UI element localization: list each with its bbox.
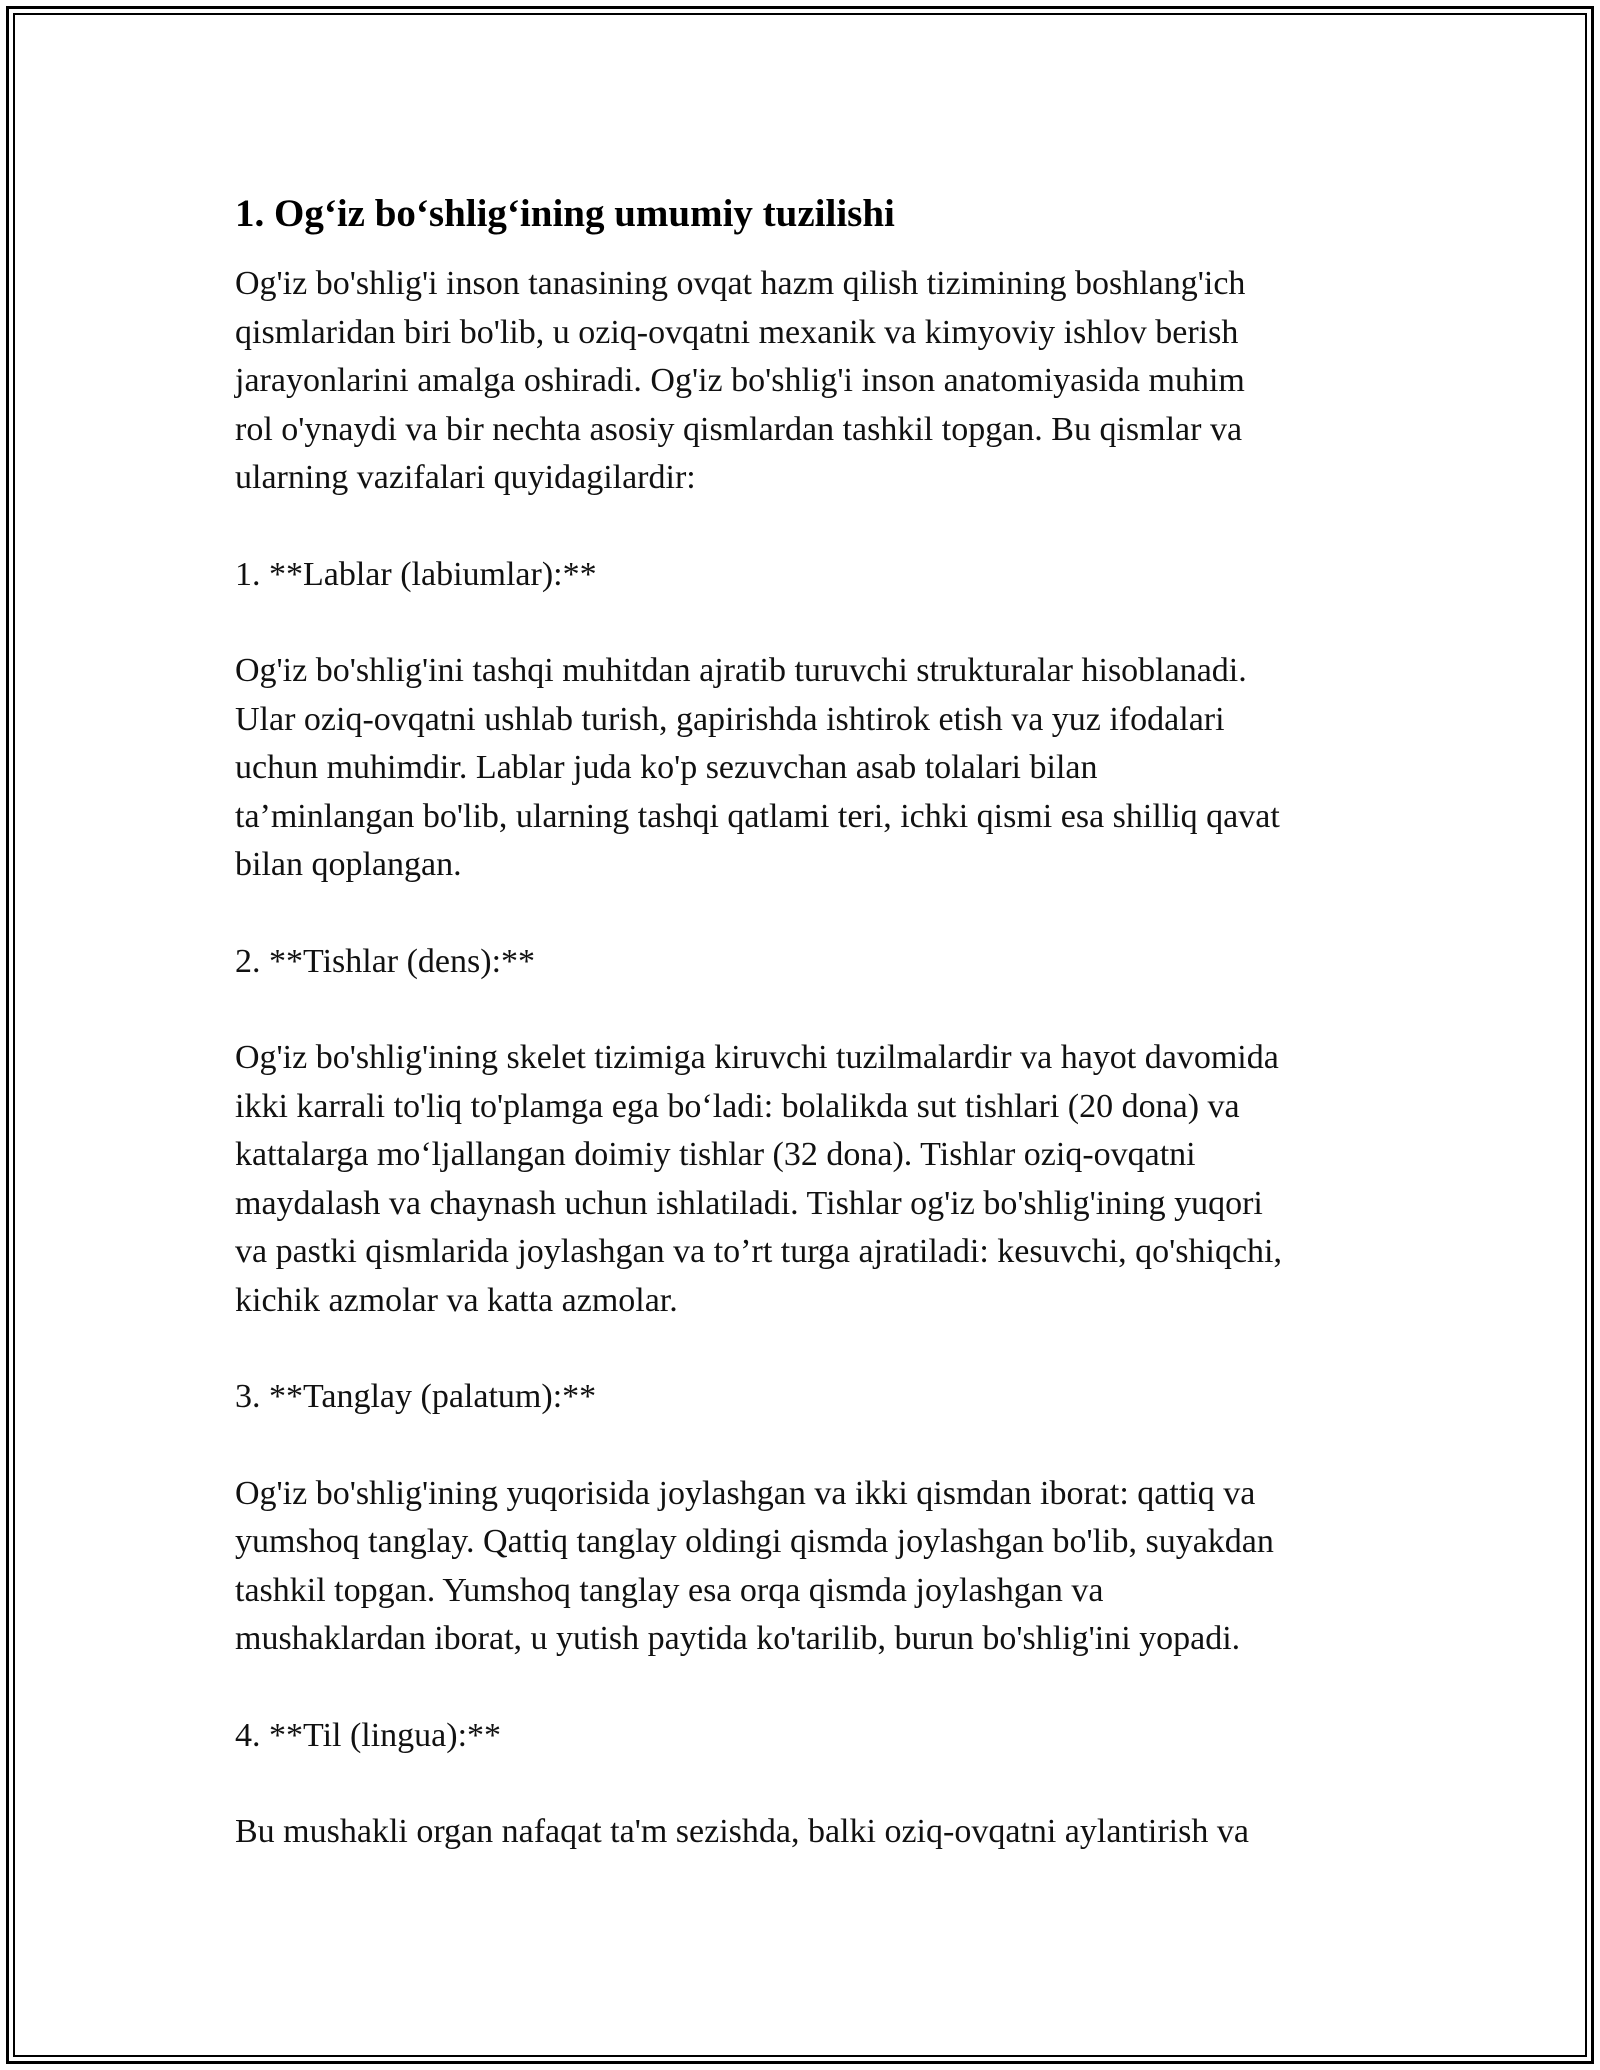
text-line: Ular oziq-ovqatni ushlab turish, gapirishda ishtirok etish va yuz ifodalari [235, 700, 1225, 738]
text-line: va pastki qismlarida joylashgan va to’rt turga ajratiladi: kesuvchi, qo'shiqchi, [235, 1233, 1282, 1270]
text-line: qismlaridan biri bo'lib, u oziq-ovqatni mexanik va kimyoviy ishlov berish [235, 313, 1239, 351]
intro-paragraph [235, 260, 1375, 503]
text-line: Og'iz bo'shlig'ini tashqi muhitdan ajratib turuvchi strukturalar hisoblanadi. [235, 652, 1247, 689]
text-line: jarayonlarini amalga oshiradi. Og'iz bo'shlig'i inson anatomiyasida muhim [235, 362, 1245, 399]
text-line: rol o'ynaydi va bir nechta asosiy qismlardan tashkil topgan. Bu qismlar va [235, 410, 1243, 448]
text-line: ularning vazifalari quyidagilardir: [235, 459, 696, 496]
text-line: kichik azmolar va katta azmolar. [235, 1281, 678, 1319]
item-title-til: 4. **Til (lingua):** [235, 1716, 502, 1754]
text-line: Og'iz bo'shlig'ining yuqorisida joylashgan va ikki qismdan iborat: qattiq va [235, 1474, 1256, 1512]
text-line: uchun muhimdir. Lablar juda ko'p sezuvchan asab tolalari bilan [235, 749, 1098, 786]
text-line: tashkil topgan. Yumshoq tanglay esa orqa qismda joylashgan va [235, 1571, 1104, 1609]
text-line: maydalash va chaynash uchun ishlatiladi. Tishlar og'iz bo'shlig'ining yuqori [235, 1184, 1263, 1222]
text-line: ikki karrali to'liq to'plamga ega bo‘ladi: bolalikda sut tishlari (20 dona) va [235, 1087, 1240, 1125]
section-heading: 1. Og‘iz bo‘shlig‘ining umumiy tuzilishi [235, 192, 895, 235]
item-body-tishlar [235, 1034, 1375, 1325]
text-line: bilan qoplangan. [235, 846, 462, 883]
text-line: Og'iz bo'shlig'i inson tanasining ovqat hazm qilish tizimining boshlang'ich [235, 265, 1246, 302]
item-body-lablar [235, 647, 1375, 890]
item-body-tanglay [235, 1470, 1375, 1664]
text-line: ta’minlangan bo'lib, ularning tashqi qatlami teri, ichki qismi esa shilliq qavat [235, 797, 1280, 835]
text-line: mushaklardan iborat, u yutish paytida ko'tarilib, burun bo'shlig'ini yopadi. [235, 1620, 1241, 1657]
item-title-tishlar: 2. **Tishlar (dens):** [235, 942, 536, 980]
text-line: yumshoq tanglay. Qattiq tanglay oldingi qismda joylashgan bo'lib, suyakdan [235, 1523, 1274, 1560]
item-title-lablar: 1. **Lablar (labiumlar):** [235, 555, 597, 593]
item-title-tanglay: 3. **Tanglay (palatum):** [235, 1378, 597, 1415]
text-line: Bu mushakli organ nafaqat ta'm sezishda, balki oziq-ovqatni aylantirish va [235, 1813, 1249, 1850]
text-line: kattalarga mo‘ljallangan doimiy tishlar (32 dona). Tishlar oziq-ovqatni [235, 1136, 1196, 1173]
text-line: Og'iz bo'shlig'ining skelet tizimiga kiruvchi tuzilmalardir va hayot davomida [235, 1039, 1279, 1076]
document-body [235, 188, 1375, 1857]
item-body-til [235, 1808, 1375, 1857]
